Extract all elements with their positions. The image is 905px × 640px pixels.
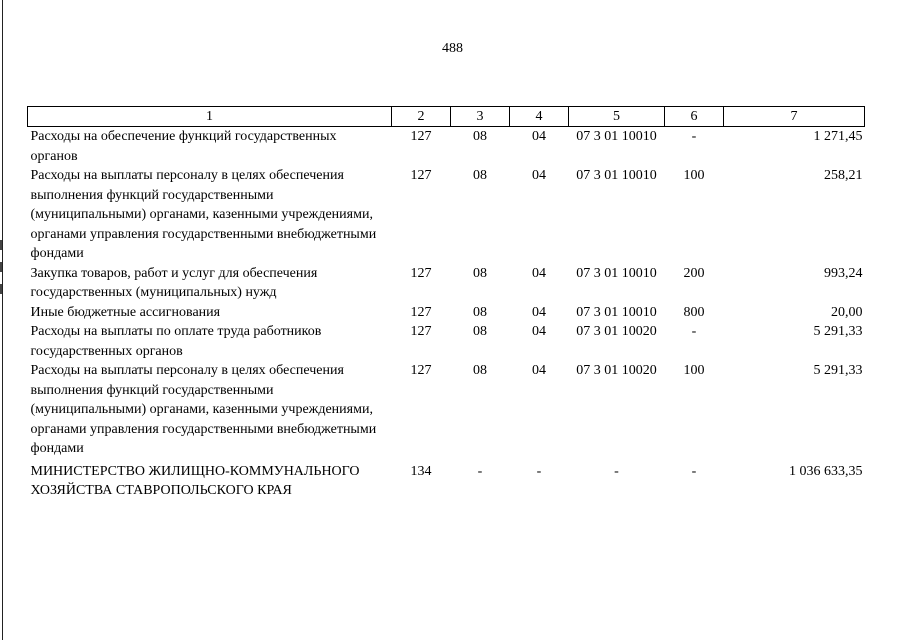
- row-kind-code: 800: [683, 304, 705, 320]
- row-target-code: 07 3 01 10010: [576, 265, 657, 281]
- row-section-code: 08: [473, 324, 487, 339]
- row-target-code: 07 3 01 10010: [576, 304, 657, 320]
- row-subsection-code: 04: [532, 168, 546, 183]
- row-ministry-code: 127: [410, 265, 432, 281]
- row-name: Расходы на выплаты по оплате труда работников государственных органов: [30, 324, 322, 359]
- row-target-code: 07 3 01 10020: [576, 363, 657, 378]
- table-row: [28, 361, 865, 459]
- row-subsection-code: 04: [532, 363, 546, 378]
- row-sum: 1 271,45: [813, 129, 863, 144]
- scan-edge-mark: [0, 284, 2, 294]
- row-name: Расходы на обеспечение функций государственных органов: [30, 129, 337, 164]
- row-ministry-code: 127: [410, 304, 432, 320]
- row-kind-code: 200: [683, 265, 705, 281]
- scan-edge-mark: [0, 262, 2, 272]
- row-sum: 5 291,33: [813, 363, 863, 378]
- row-kind-code: 100: [683, 168, 705, 183]
- header-cell: 1: [28, 107, 392, 127]
- row-name: Расходы на выплаты персоналу в целях обеспечения выполнения функций государственными (муниципальными) органами, казенными учреждениями, органами управления государственными внебюджетными фондами: [30, 168, 377, 261]
- row-kind-code: -: [691, 324, 697, 339]
- header-cell: 4: [510, 107, 569, 127]
- row-section-code: 08: [473, 265, 487, 281]
- row-subsection-code: 04: [532, 304, 546, 320]
- row-ministry-code: 127: [410, 363, 432, 378]
- row-subsection-code: -: [536, 463, 542, 479]
- header-row: [28, 107, 865, 127]
- row-subsection-code: 04: [532, 324, 546, 339]
- row-name: Иные бюджетные ассигнования: [30, 304, 221, 320]
- table-row-ministry: [28, 459, 865, 501]
- row-section-code: 08: [473, 304, 487, 320]
- header-cell: 3: [451, 107, 510, 127]
- row-ministry-code: 127: [410, 129, 432, 144]
- budget-table: [27, 106, 865, 501]
- row-target-code: 07 3 01 10010: [576, 168, 657, 183]
- row-target-code: 07 3 01 10020: [576, 324, 657, 339]
- row-name: МИНИСТЕРСТВО ЖИЛИЩНО-КОММУНАЛЬНОГО ХОЗЯЙСТВА СТАВРОПОЛЬСКОГО КРАЯ: [30, 463, 360, 498]
- scan-edge-line: [2, 0, 3, 640]
- row-kind-code: -: [691, 129, 697, 144]
- table-row: [28, 166, 865, 264]
- table-body: [28, 127, 865, 501]
- row-section-code: 08: [473, 168, 487, 183]
- row-name: Расходы на выплаты персоналу в целях обеспечения выполнения функций государственными (муниципальными) органами, казенными учреждениями, органами управления государственными внебюджетными фондами: [30, 363, 377, 456]
- row-subsection-code: 04: [532, 265, 546, 281]
- row-section-code: 08: [473, 129, 487, 144]
- header-cell: 5: [569, 107, 665, 127]
- row-target-code: 07 3 01 10010: [576, 129, 657, 144]
- row-ministry-code: 134: [410, 463, 432, 479]
- row-sum: 993,24: [824, 265, 863, 281]
- table-row: [28, 127, 865, 167]
- row-ministry-code: 127: [410, 324, 432, 339]
- row-target-code: -: [614, 463, 619, 479]
- row-kind-code: -: [691, 463, 697, 479]
- row-subsection-code: 04: [532, 129, 546, 144]
- table-row: [28, 303, 865, 323]
- row-ministry-code: 127: [410, 168, 432, 183]
- header-cell: 6: [665, 107, 724, 127]
- row-section-code: 08: [473, 363, 487, 378]
- row-section-code: -: [477, 463, 483, 479]
- row-kind-code: 100: [683, 363, 705, 378]
- header-cell: 2: [392, 107, 451, 127]
- header-cell: 7: [724, 107, 865, 127]
- scan-edge-mark: [0, 240, 2, 250]
- row-name: Закупка товаров, работ и услуг для обеспечения государственных (муниципальных) нужд: [30, 265, 318, 300]
- table-row: [28, 264, 865, 303]
- page-number: 488: [442, 41, 463, 56]
- row-sum: 258,21: [824, 168, 863, 183]
- row-sum: 1 036 633,35: [789, 463, 863, 479]
- row-sum: 20,00: [831, 304, 863, 320]
- table-row: [28, 322, 865, 361]
- row-sum: 5 291,33: [813, 324, 863, 339]
